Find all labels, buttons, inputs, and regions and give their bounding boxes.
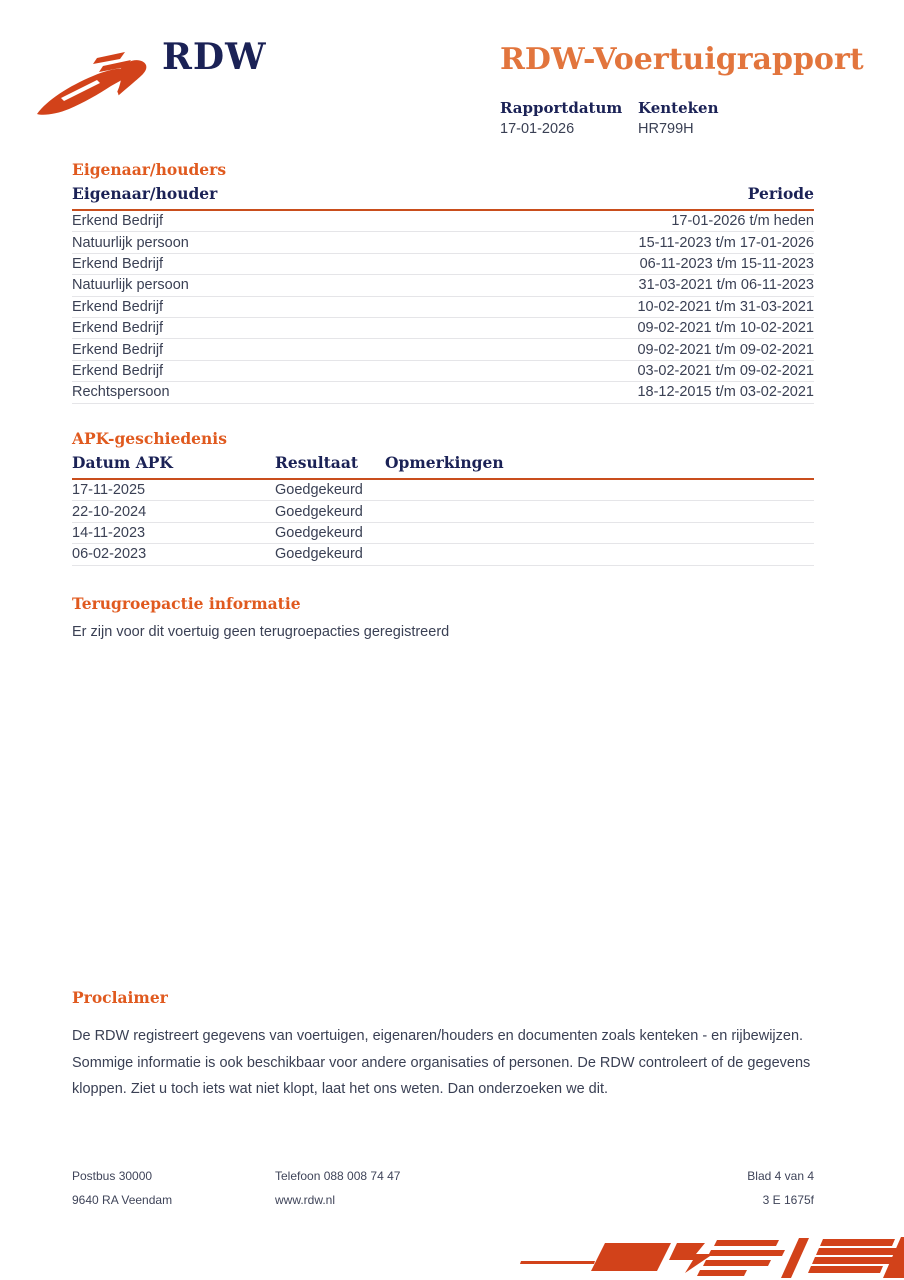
table-row (72, 339, 814, 360)
proclaimer-section (72, 988, 820, 1103)
page-title: RDW-Voertuigrapport (500, 42, 864, 77)
table-row (72, 480, 814, 501)
owner-name: Erkend Bedrijf (72, 320, 164, 337)
owner-period: 09-02-2021 t/m 10-02-2021 (637, 320, 814, 337)
rdw-bird-logo-icon (33, 46, 159, 122)
license-plate-block (638, 99, 718, 137)
recall-section (72, 594, 814, 640)
apk-result: Goedgekeurd (275, 482, 363, 499)
proclaimer-heading: Proclaimer (72, 988, 168, 1007)
owner-period: 15-11-2023 t/m 17-01-2026 (638, 234, 814, 251)
table-row (72, 275, 814, 296)
recall-text: Er zijn voor dit voertuig geen terugroepacties geregistreerd (72, 624, 450, 640)
license-plate-label: Kenteken (638, 99, 719, 117)
owners-heading: Eigenaar/houders (72, 160, 227, 179)
proclaimer-text: De RDW registreert gegevens van voertuigen, eigenaren/houders en documenten zoals kenteken - en rijbewijzen. Sommige informatie is ook beschikbaar voor andere organisaties of personen. De RDW controleert of de gegevens kloppen. Ziet u toch iets wat niet klopt, laat het ons weten. Dan onderzoeken we dit. (72, 1028, 811, 1097)
table-row (72, 544, 814, 565)
apk-date: 06-02-2023 (72, 546, 147, 563)
apk-date: 14-11-2023 (72, 524, 146, 541)
footer-phone: Telefoon 088 008 74 47 (275, 1169, 401, 1183)
apk-col-result: Resultaat (275, 453, 359, 472)
recall-heading: Terugroepactie informatie (72, 594, 301, 613)
table-row (72, 523, 814, 544)
footer-address-line2: 9640 RA Veendam (72, 1193, 173, 1207)
owner-name: Erkend Bedrijf (72, 213, 164, 230)
footer-contact (275, 1164, 674, 1212)
rdw-wordmark: RDW (162, 36, 267, 78)
report-date-block (500, 99, 638, 137)
report-header (500, 42, 864, 137)
apk-date: 17-11-2025 (72, 482, 146, 499)
owner-name: Erkend Bedrijf (72, 255, 164, 272)
report-date-value: 17-01-2026 (500, 121, 575, 137)
table-row (72, 361, 814, 382)
apk-date: 22-10-2024 (72, 503, 147, 520)
rdw-speed-stripes-graphic (503, 1233, 904, 1280)
owners-section (72, 160, 814, 404)
table-row (72, 211, 814, 232)
owner-name: Natuurlijk persoon (72, 234, 189, 251)
owner-name: Erkend Bedrijf (72, 341, 164, 358)
apk-result: Goedgekeurd (275, 503, 363, 520)
apk-table-header (72, 453, 814, 480)
owner-name: Erkend Bedrijf (72, 362, 164, 379)
footer-address (72, 1164, 275, 1212)
apk-heading: APK-geschiedenis (72, 429, 227, 448)
owner-name: Erkend Bedrijf (72, 298, 164, 315)
footer-page-info (674, 1164, 814, 1212)
table-row (72, 382, 814, 403)
owners-table-header (72, 184, 814, 211)
table-row (72, 318, 814, 339)
owner-period: 09-02-2021 t/m 09-02-2021 (637, 341, 814, 358)
owner-period: 17-01-2026 t/m heden (671, 213, 814, 230)
license-plate-value: HR799H (638, 121, 694, 137)
owners-col-period: Periode (747, 184, 814, 203)
table-row (72, 254, 814, 275)
apk-col-remarks: Opmerkingen (385, 453, 504, 472)
owner-period: 03-02-2021 t/m 09-02-2021 (637, 362, 814, 379)
table-row (72, 501, 814, 522)
report-date-label: Rapportdatum (500, 99, 623, 117)
owner-name: Rechtspersoon (72, 384, 170, 401)
footer-page-indicator: Blad 4 van 4 (747, 1169, 814, 1183)
owner-period: 06-11-2023 t/m 15-11-2023 (639, 255, 814, 272)
apk-history-section (72, 429, 814, 566)
apk-result: Goedgekeurd (275, 546, 363, 563)
owner-period: 18-12-2015 t/m 03-02-2021 (637, 384, 814, 401)
owner-name: Natuurlijk persoon (72, 277, 189, 294)
owner-period: 10-02-2021 t/m 31-03-2021 (637, 298, 814, 315)
page-footer (72, 1164, 814, 1212)
table-row (72, 232, 814, 253)
apk-col-date: Datum APK (72, 453, 173, 472)
owners-col-owner: Eigenaar/houder (72, 184, 218, 203)
table-row (72, 297, 814, 318)
footer-address-line1: Postbus 30000 (72, 1169, 153, 1183)
apk-result: Goedgekeurd (275, 524, 363, 541)
owner-period: 31-03-2021 t/m 06-11-2023 (638, 277, 814, 294)
footer-form-code: 3 E 1675f (762, 1193, 814, 1207)
footer-website: www.rdw.nl (275, 1193, 336, 1207)
